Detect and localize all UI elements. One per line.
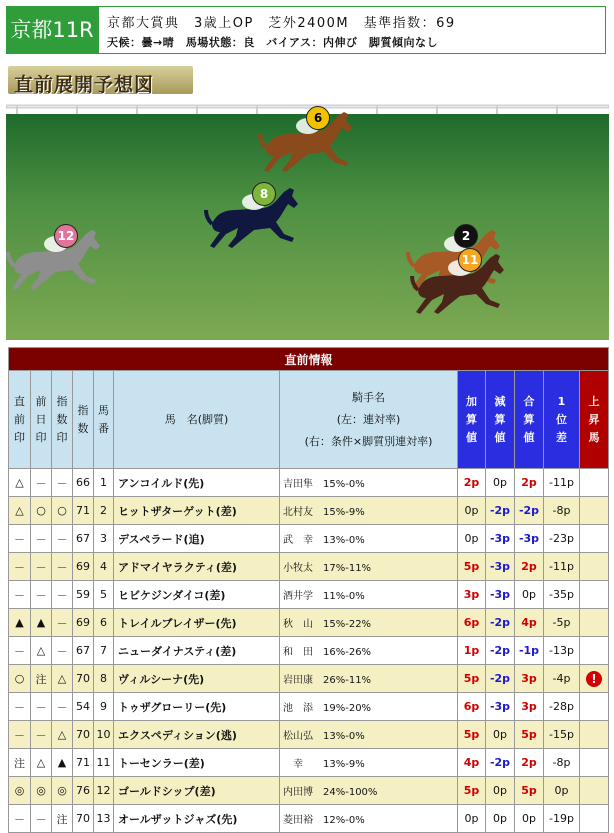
table-row bbox=[9, 553, 609, 581]
total-value: 0p bbox=[515, 805, 544, 833]
index-mark: ◎ bbox=[52, 777, 73, 805]
rising-cell bbox=[580, 777, 609, 805]
prev-day-mark: ○ bbox=[31, 497, 52, 525]
sub-value: -2p bbox=[486, 665, 515, 693]
rising-cell bbox=[580, 805, 609, 833]
prev-day-mark: － bbox=[31, 525, 52, 553]
table-row bbox=[9, 665, 609, 693]
horse-name: エクスペディション(逃) bbox=[114, 721, 280, 749]
index-mark: － bbox=[52, 609, 73, 637]
sub-value: -3p bbox=[486, 693, 515, 721]
add-value: 0p bbox=[458, 497, 486, 525]
total-value: 5p bbox=[515, 721, 544, 749]
total-value: 3p bbox=[515, 665, 544, 693]
horse-number-badge: 2 bbox=[454, 224, 478, 248]
sub-value: 0p bbox=[486, 469, 515, 497]
total-value: 5p bbox=[515, 777, 544, 805]
horse-name: ヴィルシーナ(先) bbox=[114, 665, 280, 693]
total-value: 2p bbox=[515, 469, 544, 497]
gap-value: -4p bbox=[544, 665, 580, 693]
prev-day-mark: － bbox=[31, 581, 52, 609]
pre-race-info-table bbox=[8, 347, 608, 833]
table-caption: 直前情報 bbox=[9, 348, 609, 371]
horse-name: アンコイルド(先) bbox=[114, 469, 280, 497]
pre-mark: － bbox=[9, 553, 31, 581]
rising-cell bbox=[580, 525, 609, 553]
horse-number: 4 bbox=[94, 553, 114, 581]
add-value: 0p bbox=[458, 805, 486, 833]
prev-day-mark: ◎ bbox=[31, 777, 52, 805]
index-value: 71 bbox=[73, 749, 94, 777]
horse-number: 12 bbox=[94, 777, 114, 805]
col-gap: 1 位 差 bbox=[544, 371, 580, 469]
index-mark: △ bbox=[52, 665, 73, 693]
index-mark: － bbox=[52, 553, 73, 581]
table-row bbox=[9, 637, 609, 665]
jockey-info: 武 幸 13%-0% bbox=[280, 525, 458, 553]
rising-cell bbox=[580, 609, 609, 637]
col-horse-number: 馬 番 bbox=[94, 371, 114, 469]
col-index-mark: 指 数 印 bbox=[52, 371, 73, 469]
pre-mark: △ bbox=[9, 469, 31, 497]
horse-name: ヒビケジンダイコ(差) bbox=[114, 581, 280, 609]
gap-value: -35p bbox=[544, 581, 580, 609]
table-row bbox=[9, 749, 609, 777]
rising-cell bbox=[580, 553, 609, 581]
sub-value: -2p bbox=[486, 609, 515, 637]
horse-name: トレイルブレイザー(先) bbox=[114, 609, 280, 637]
horse-marker-12 bbox=[6, 218, 106, 302]
race-info-box bbox=[98, 6, 606, 54]
pre-mark: 注 bbox=[9, 749, 31, 777]
horse-number: 7 bbox=[94, 637, 114, 665]
rising-cell bbox=[580, 469, 609, 497]
index-value: 69 bbox=[73, 553, 94, 581]
pre-mark: － bbox=[9, 637, 31, 665]
table-row bbox=[9, 525, 609, 553]
add-value: 5p bbox=[458, 665, 486, 693]
horse-marker-8 bbox=[204, 176, 304, 260]
sub-value: -3p bbox=[486, 525, 515, 553]
rising-cell bbox=[580, 581, 609, 609]
rising-cell bbox=[580, 749, 609, 777]
prev-day-mark: － bbox=[31, 693, 52, 721]
sub-value: -2p bbox=[486, 497, 515, 525]
index-value: 67 bbox=[73, 525, 94, 553]
race-position-map bbox=[6, 100, 609, 340]
pre-mark: △ bbox=[9, 497, 31, 525]
pre-mark: － bbox=[9, 581, 31, 609]
index-mark: － bbox=[52, 525, 73, 553]
horse-number: 1 bbox=[94, 469, 114, 497]
index-mark: △ bbox=[52, 721, 73, 749]
table-row bbox=[9, 805, 609, 833]
jockey-info: 池 添 19%-20% bbox=[280, 693, 458, 721]
pre-mark: － bbox=[9, 805, 31, 833]
horse-marker-6 bbox=[258, 100, 358, 184]
col-jockey: 騎手名 (左：連対率) (右：条件×脚質別連対率) bbox=[280, 371, 458, 469]
horse-number: 8 bbox=[94, 665, 114, 693]
table-row bbox=[9, 497, 609, 525]
gap-value: -8p bbox=[544, 749, 580, 777]
horse-name: ニューダイナスティ(差) bbox=[114, 637, 280, 665]
gap-value: -11p bbox=[544, 469, 580, 497]
index-value: 70 bbox=[73, 805, 94, 833]
add-value: 3p bbox=[458, 581, 486, 609]
pre-mark: ◎ bbox=[9, 777, 31, 805]
gap-value: -13p bbox=[544, 637, 580, 665]
jockey-info: 菱田裕 12%-0% bbox=[280, 805, 458, 833]
prev-day-mark: － bbox=[31, 469, 52, 497]
horse-number: 3 bbox=[94, 525, 114, 553]
add-value: 1p bbox=[458, 637, 486, 665]
horse-name: オールザットジャズ(先) bbox=[114, 805, 280, 833]
add-value: 5p bbox=[458, 777, 486, 805]
index-mark: ▲ bbox=[52, 749, 73, 777]
gap-value: 0p bbox=[544, 777, 580, 805]
total-value: 0p bbox=[515, 581, 544, 609]
table-row bbox=[9, 581, 609, 609]
horse-number: 10 bbox=[94, 721, 114, 749]
total-value: 3p bbox=[515, 693, 544, 721]
pre-mark: － bbox=[9, 525, 31, 553]
rising-cell bbox=[580, 693, 609, 721]
prev-day-mark: △ bbox=[31, 637, 52, 665]
track-conditions: 天候：曇→晴 馬場状態：良 バイアス：内伸び 脚質傾向なし bbox=[107, 36, 438, 49]
index-mark: 注 bbox=[52, 805, 73, 833]
gap-value: -8p bbox=[544, 497, 580, 525]
index-value: 59 bbox=[73, 581, 94, 609]
horse-number: 6 bbox=[94, 609, 114, 637]
table-row bbox=[9, 721, 609, 749]
jockey-info: 酒井学 11%-0% bbox=[280, 581, 458, 609]
col-rising: 上 昇 馬 bbox=[580, 371, 609, 469]
horse-name: トーセンラー(差) bbox=[114, 749, 280, 777]
sub-value: 0p bbox=[486, 721, 515, 749]
jockey-info: 幸 13%-9% bbox=[280, 749, 458, 777]
horse-number: 9 bbox=[94, 693, 114, 721]
horse-number: 13 bbox=[94, 805, 114, 833]
jockey-info: 秋 山 15%-22% bbox=[280, 609, 458, 637]
total-value: 4p bbox=[515, 609, 544, 637]
index-mark: － bbox=[52, 637, 73, 665]
index-value: 71 bbox=[73, 497, 94, 525]
col-horse-name: 馬 名(脚質) bbox=[114, 371, 280, 469]
pre-mark: ○ bbox=[9, 665, 31, 693]
add-value: 6p bbox=[458, 609, 486, 637]
sub-value: -3p bbox=[486, 553, 515, 581]
prev-day-mark: － bbox=[31, 553, 52, 581]
gap-value: -28p bbox=[544, 693, 580, 721]
horse-number-badge: 11 bbox=[458, 248, 482, 272]
sub-value: -2p bbox=[486, 749, 515, 777]
gap-value: -15p bbox=[544, 721, 580, 749]
col-prev-day-mark: 前 日 印 bbox=[31, 371, 52, 469]
table-row bbox=[9, 469, 609, 497]
col-total: 合 算 値 bbox=[515, 371, 544, 469]
gap-value: -5p bbox=[544, 609, 580, 637]
total-value: -3p bbox=[515, 525, 544, 553]
race-number-label: 京都11R bbox=[6, 6, 98, 54]
jockey-info: 和 田 16%-26% bbox=[280, 637, 458, 665]
index-value: 69 bbox=[73, 609, 94, 637]
horse-number: 2 bbox=[94, 497, 114, 525]
table-body bbox=[9, 469, 609, 833]
gap-value: -11p bbox=[544, 553, 580, 581]
jockey-info: 吉田隼 15%-0% bbox=[280, 469, 458, 497]
sub-value: 0p bbox=[486, 777, 515, 805]
race-conditions: 京都大賞典 3歳上OP 芝外2400M 基準指数：69 bbox=[107, 16, 456, 31]
index-value: 54 bbox=[73, 693, 94, 721]
horse-name: トゥザグローリー(先) bbox=[114, 693, 280, 721]
gap-value: -19p bbox=[544, 805, 580, 833]
index-value: 76 bbox=[73, 777, 94, 805]
horse-name: アドマイヤラクティ(差) bbox=[114, 553, 280, 581]
rising-cell bbox=[580, 665, 609, 693]
add-value: 0p bbox=[458, 525, 486, 553]
sub-value: 0p bbox=[486, 805, 515, 833]
prev-day-mark: △ bbox=[31, 749, 52, 777]
index-value: 66 bbox=[73, 469, 94, 497]
jockey-info: 小牧太 17%-11% bbox=[280, 553, 458, 581]
horse-number-badge: 12 bbox=[54, 224, 78, 248]
rising-cell bbox=[580, 497, 609, 525]
alert-icon: ! bbox=[586, 671, 602, 687]
race-header bbox=[6, 6, 606, 54]
table-row bbox=[9, 777, 609, 805]
prev-day-mark: － bbox=[31, 805, 52, 833]
rising-cell bbox=[580, 637, 609, 665]
horse-name: ヒットザターゲット(差) bbox=[114, 497, 280, 525]
jockey-info: 北村友 15%-9% bbox=[280, 497, 458, 525]
total-value: -1p bbox=[515, 637, 544, 665]
add-value: 5p bbox=[458, 553, 486, 581]
pre-mark: － bbox=[9, 693, 31, 721]
index-mark: － bbox=[52, 693, 73, 721]
add-value: 4p bbox=[458, 749, 486, 777]
pre-mark: ▲ bbox=[9, 609, 31, 637]
add-value: 6p bbox=[458, 693, 486, 721]
table-row bbox=[9, 609, 609, 637]
index-value: 70 bbox=[73, 665, 94, 693]
sub-value: -3p bbox=[486, 581, 515, 609]
gap-value: -23p bbox=[544, 525, 580, 553]
horse-marker-11 bbox=[410, 242, 510, 326]
total-value: 2p bbox=[515, 749, 544, 777]
prev-day-mark: － bbox=[31, 721, 52, 749]
total-value: 2p bbox=[515, 553, 544, 581]
jockey-info: 内田博 24%-100% bbox=[280, 777, 458, 805]
index-mark: － bbox=[52, 581, 73, 609]
pre-mark: － bbox=[9, 721, 31, 749]
horse-number-badge: 8 bbox=[252, 182, 276, 206]
add-value: 5p bbox=[458, 721, 486, 749]
index-value: 70 bbox=[73, 721, 94, 749]
index-mark: － bbox=[52, 469, 73, 497]
col-index: 指 数 bbox=[73, 371, 94, 469]
table-row bbox=[9, 693, 609, 721]
total-value: -2p bbox=[515, 497, 544, 525]
horse-number: 11 bbox=[94, 749, 114, 777]
horse-number: 5 bbox=[94, 581, 114, 609]
horse-number-badge: 6 bbox=[306, 106, 330, 130]
horse-name: ゴールドシップ(差) bbox=[114, 777, 280, 805]
section-title: 直前展開予想図 bbox=[14, 74, 155, 96]
rising-cell bbox=[580, 721, 609, 749]
sub-value: -2p bbox=[486, 637, 515, 665]
jockey-info: 岩田康 26%-11% bbox=[280, 665, 458, 693]
jockey-info: 松山弘 13%-0% bbox=[280, 721, 458, 749]
index-mark: ○ bbox=[52, 497, 73, 525]
index-value: 67 bbox=[73, 637, 94, 665]
col-sub: 減 算 値 bbox=[486, 371, 515, 469]
col-add: 加 算 値 bbox=[458, 371, 486, 469]
section-title-plate bbox=[8, 62, 188, 96]
add-value: 2p bbox=[458, 469, 486, 497]
prev-day-mark: 注 bbox=[31, 665, 52, 693]
col-pre-mark: 直 前 印 bbox=[9, 371, 31, 469]
prev-day-mark: ▲ bbox=[31, 609, 52, 637]
horse-name: デスペラード(追) bbox=[114, 525, 280, 553]
